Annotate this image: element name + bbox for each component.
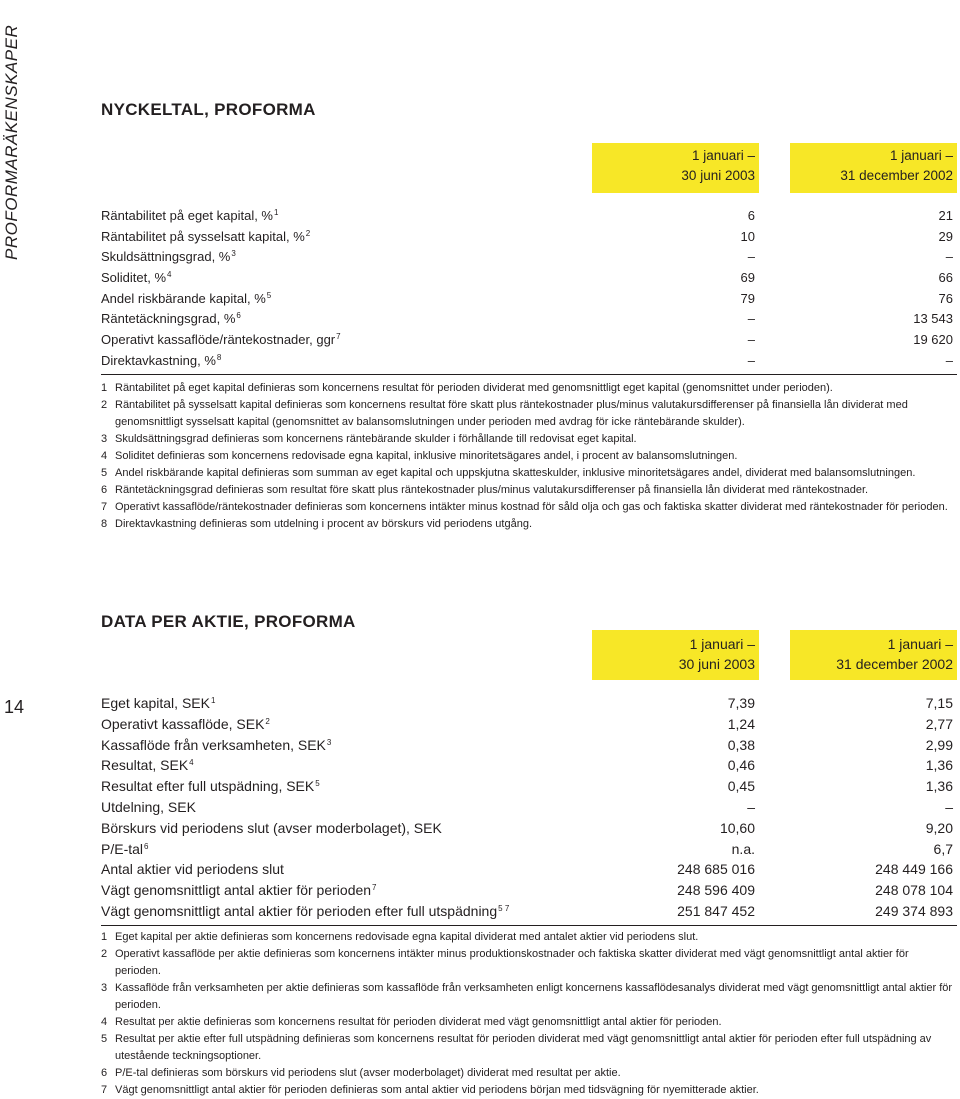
row-label-text: Skuldsättningsgrad, %: [101, 249, 231, 265]
value-period-2: 248 449 166: [875, 861, 953, 878]
row-label: [101, 270, 172, 285]
aktie-col2-line2: 31 december 2002: [836, 656, 953, 672]
value-period-2: 2,77: [925, 715, 953, 732]
footnote-ref: 5: [315, 779, 320, 789]
nyckeltal-footnotes: [101, 380, 953, 533]
footnote-ref: 7: [372, 883, 377, 893]
nyckeltal-col2-line2: 31 december 2002: [840, 168, 953, 183]
row-label-text: Resultat, SEK: [101, 757, 189, 774]
value-period-1: –: [747, 352, 755, 368]
aktie-col1-line1: 1 januari –: [689, 636, 755, 652]
value-period-1: 7,39: [727, 695, 755, 711]
footnote: [101, 397, 953, 431]
footnote: [101, 1014, 953, 1031]
footnote-text: Kassaflöde från verksamheten per aktie definieras som kassaflöde från verksamheten enligt koncernens kassaflödesanalys dividerat med vägt genomsnittligt antal aktier för perioden.: [115, 982, 953, 1011]
value-period-1: –: [747, 249, 755, 265]
row-label-text: Kassaflöde från verksamheten, SEK: [101, 736, 326, 753]
table-row: [101, 903, 957, 924]
nyckeltal-divider: [101, 374, 957, 375]
value-period-1: 6: [747, 208, 755, 223]
row-label-text: Räntabilitet på sysselsatt kapital, %: [101, 228, 305, 244]
value-period-2: –: [945, 798, 953, 815]
footnote-ref: 3: [231, 249, 236, 259]
value-period-1: 248 596 409: [677, 882, 755, 899]
value-period-1: n.a.: [731, 840, 755, 857]
aktie-col1-line2: 30 juni 2003: [678, 656, 755, 672]
table-row: [101, 332, 957, 353]
table-row: [101, 841, 957, 862]
side-section-title: PROFORMARÄKENSKAPER: [2, 24, 21, 260]
footnote-text: Räntabilitet på sysselsatt kapital definieras som koncernens resultat före skatt plus räntekostnader plus/minus valutakursdifferenser på finansiella lån dividerat med genomsnittligt sysselsatt kapital (genomsnittet av balansomslutningen under perioden med avdrag för icke räntebärande skulder).: [115, 399, 908, 428]
footnote-text: Soliditet definieras som koncernens redovisade egna kapital, inklusive minoritetsägares andel, i procent av balansomslutningen.: [115, 450, 738, 462]
row-label-text: Resultat efter full utspädning, SEK: [101, 778, 315, 795]
footnote-ref: 5 7: [498, 903, 510, 913]
nyckeltal-col1-header: [592, 143, 759, 193]
value-period-2: –: [945, 249, 953, 265]
row-label: [101, 737, 331, 753]
footnote-number: 6: [101, 484, 108, 496]
footnote-text: Andel riskbärande kapital definieras som summan av eget kapital och uppskjutna skatteskulder, inklusive minoritetsägares andel, dividerat med balansomslutningen.: [115, 467, 916, 479]
row-label: [101, 695, 215, 711]
nyckeltal-col1-line1: 1 januari –: [691, 148, 755, 163]
footnote-number: 7: [101, 501, 108, 513]
value-period-2: 19 620: [913, 332, 953, 348]
value-period-1: 1,24: [727, 715, 755, 732]
footnote-number: 4: [101, 1016, 108, 1028]
footnote: [101, 516, 953, 533]
value-period-2: 248 078 104: [875, 882, 953, 899]
row-label-text: Operativt kassaflöde, SEK: [101, 715, 265, 732]
row-label: [101, 820, 443, 836]
footnote: [101, 431, 953, 448]
value-period-2: 13 543: [913, 311, 953, 327]
table-row: [101, 249, 957, 270]
footnote-number: 6: [101, 1067, 108, 1079]
value-period-2: 9,20: [925, 819, 953, 836]
value-period-1: 251 847 452: [677, 902, 755, 919]
nyckeltal-col1-line2: 30 juni 2003: [681, 168, 755, 183]
row-label: [101, 799, 197, 815]
table-row: [101, 820, 957, 841]
footnote-number: 4: [101, 450, 108, 462]
value-period-1: –: [747, 798, 755, 815]
footnote-ref: 7: [336, 332, 341, 342]
footnote: [101, 980, 953, 1014]
footnote-number: 3: [101, 982, 108, 994]
footnote-text: Operativt kassaflöde/räntekostnader definieras som koncernens intäkter minus kostnad för såld olja och gas och faktiska skatter dividerat med räntekostnader för perioden.: [115, 501, 948, 513]
row-label-text: P/E-tal: [101, 840, 144, 857]
footnote-text: Direktavkastning definieras som utdelning i procent av börskurs vid periodens utgång.: [115, 518, 533, 530]
footnote-text: Operativt kassaflöde per aktie definieras som koncernens intäkter minus produktionskostnader och faktiska skatter dividerat med vägt genomsnittligt antal aktier för perioden.: [115, 948, 909, 977]
value-period-1: 69: [740, 270, 755, 286]
nyckeltal-col2-line1: 1 januari –: [889, 148, 953, 163]
footnote-number: 8: [101, 518, 108, 530]
value-period-2: 7,15: [925, 695, 953, 711]
value-period-1: 0,38: [727, 736, 755, 753]
footnote-ref: 3: [326, 737, 332, 747]
footnote: [101, 448, 953, 465]
footnote-text: Eget kapital per aktie definieras som koncernens redovisade egna kapital dividerat med antalet aktier vid periodens slut.: [115, 931, 699, 943]
table-row: [101, 799, 957, 820]
value-period-1: –: [747, 332, 755, 348]
footnote: [101, 499, 953, 516]
row-label: [101, 882, 377, 898]
row-label: [101, 757, 194, 773]
table-row: [101, 737, 957, 758]
footnote-ref: 4: [189, 758, 194, 768]
value-period-2: 2,99: [925, 736, 953, 753]
footnote-text: Räntetäckningsgrad definieras som resultat före skatt plus räntekostnader plus/minus valutakursdifferenser på finansiella lån dividerat med räntekostnader.: [115, 484, 869, 496]
table-row: [101, 757, 957, 778]
table-row: [101, 778, 957, 799]
data-per-aktie-title: DATA PER AKTIE, PROFORMA: [101, 612, 356, 631]
table-row: [101, 311, 957, 332]
table-row: [101, 716, 957, 737]
footnote-ref: 4: [167, 270, 172, 280]
value-period-1: 10: [740, 228, 755, 244]
row-label: [101, 229, 310, 244]
data-per-aktie-table: [101, 695, 957, 924]
footnote: [101, 380, 953, 397]
data-per-aktie-divider: [101, 925, 957, 926]
aktie-col2-header: [790, 630, 957, 680]
footnote: [101, 946, 953, 980]
value-period-2: 249 374 893: [875, 902, 953, 919]
footnote-number: 5: [101, 467, 108, 479]
value-period-1: 0,45: [727, 778, 755, 795]
footnote-number: 2: [101, 948, 108, 960]
footnote-number: 2: [101, 399, 108, 411]
value-period-2: 29: [938, 228, 953, 244]
table-row: [101, 208, 957, 229]
footnote: [101, 1065, 953, 1082]
footnote-ref: 1: [210, 696, 216, 705]
row-label: [101, 332, 341, 347]
row-label: [101, 353, 221, 368]
aktie-col1-header: [592, 630, 759, 680]
row-label: [101, 841, 148, 857]
table-row: [101, 861, 957, 882]
footnote-number: 7: [101, 1084, 108, 1096]
footnote-ref: 1: [274, 208, 279, 217]
row-label-text: Soliditet, %: [101, 270, 167, 286]
row-label: [101, 716, 270, 732]
value-period-2: –: [945, 352, 953, 368]
value-period-1: –: [747, 311, 755, 327]
value-period-2: 66: [938, 270, 953, 286]
value-period-1: 0,46: [727, 757, 755, 774]
footnote-text: Resultat per aktie efter full utspädning definieras som koncernens resultat för perioden dividerat med vägt genomsnittligt antal aktier för perioden efter full utspädning av utestående teckningsoptioner.: [115, 1033, 932, 1062]
row-label-text: Operativt kassaflöde/räntekostnader, ggr: [101, 332, 336, 348]
footnote-text: Räntabilitet på eget kapital definieras som koncernens resultat för perioden dividerat med genomsnittligt eget kapital (genomsnittet under perioden).: [115, 382, 833, 394]
value-period-2: 1,36: [925, 757, 953, 774]
footnote-ref: 2: [305, 228, 311, 238]
row-label: [101, 778, 320, 794]
footnote-ref: 8: [216, 352, 222, 362]
value-period-2: 6,7: [933, 840, 953, 857]
value-period-1: 79: [740, 290, 755, 306]
row-label: [101, 249, 236, 264]
table-row: [101, 291, 957, 312]
footnote: [101, 929, 953, 946]
footnote-number: 1: [101, 931, 108, 943]
row-label-text: Antal aktier vid periodens slut: [101, 861, 284, 878]
row-label: [101, 861, 285, 877]
page-number: 14: [4, 697, 25, 717]
row-label: [101, 903, 509, 919]
value-period-2: 21: [938, 208, 953, 223]
footnote-ref: 5: [266, 290, 272, 300]
table-row: [101, 882, 957, 903]
table-row: [101, 353, 957, 374]
footnote-text: P/E-tal definieras som börskurs vid periodens slut (avser moderbolaget) dividerat med resultat per aktie.: [115, 1067, 621, 1079]
footnote-text: Resultat per aktie definieras som koncernens resultat för perioden dividerat med vägt genomsnittligt antal aktier för perioden.: [115, 1016, 722, 1028]
row-label-text: Eget kapital, SEK: [101, 695, 210, 711]
table-row: [101, 270, 957, 291]
footnote: [101, 465, 953, 482]
footnote-text: Vägt genomsnittligt antal aktier för perioden definieras som antal aktier vid periodens början med tidsvägning för nyemitterade aktier.: [115, 1084, 759, 1096]
footnote-ref: 6: [236, 311, 241, 321]
row-label-text: Räntetäckningsgrad, %: [101, 311, 236, 327]
row-label-text: Vägt genomsnittligt antal aktier för perioden efter full utspädning: [101, 902, 498, 919]
table-row: [101, 695, 957, 716]
nyckeltal-title: NYCKELTAL, PROFORMA: [101, 100, 316, 119]
footnote-number: 1: [101, 382, 108, 394]
value-period-1: 248 685 016: [677, 861, 755, 878]
data-per-aktie-footnotes: [101, 929, 953, 1099]
footnote: [101, 482, 953, 499]
footnote: [101, 1031, 953, 1065]
footnote: [101, 1082, 953, 1099]
value-period-1: 10,60: [719, 819, 755, 836]
row-label: [101, 208, 278, 223]
row-label-text: Börskurs vid periodens slut (avser moderbolaget), SEK: [101, 819, 442, 836]
footnote-text: Skuldsättningsgrad definieras som koncernens räntebärande skulder i förhållande till redovisat eget kapital.: [115, 433, 637, 445]
row-label-text: Utdelning, SEK: [101, 798, 196, 815]
table-row: [101, 229, 957, 250]
value-period-2: 1,36: [925, 778, 953, 795]
row-label-text: Räntabilitet på eget kapital, %: [101, 208, 273, 223]
value-period-2: 76: [938, 290, 953, 306]
nyckeltal-col2-header: [790, 143, 957, 193]
row-label: [101, 311, 241, 326]
footnote-ref: 6: [144, 841, 149, 851]
footnote-number: 3: [101, 433, 108, 445]
row-label-text: Vägt genomsnittligt antal aktier för perioden: [101, 882, 372, 899]
nyckeltal-table: [101, 208, 957, 374]
aktie-col2-line1: 1 januari –: [887, 636, 953, 652]
row-label-text: Direktavkastning, %: [101, 352, 216, 368]
footnote-ref: 2: [265, 716, 270, 726]
row-label-text: Andel riskbärande kapital, %: [101, 290, 266, 306]
footnote-number: 5: [101, 1033, 108, 1045]
row-label: [101, 291, 271, 306]
